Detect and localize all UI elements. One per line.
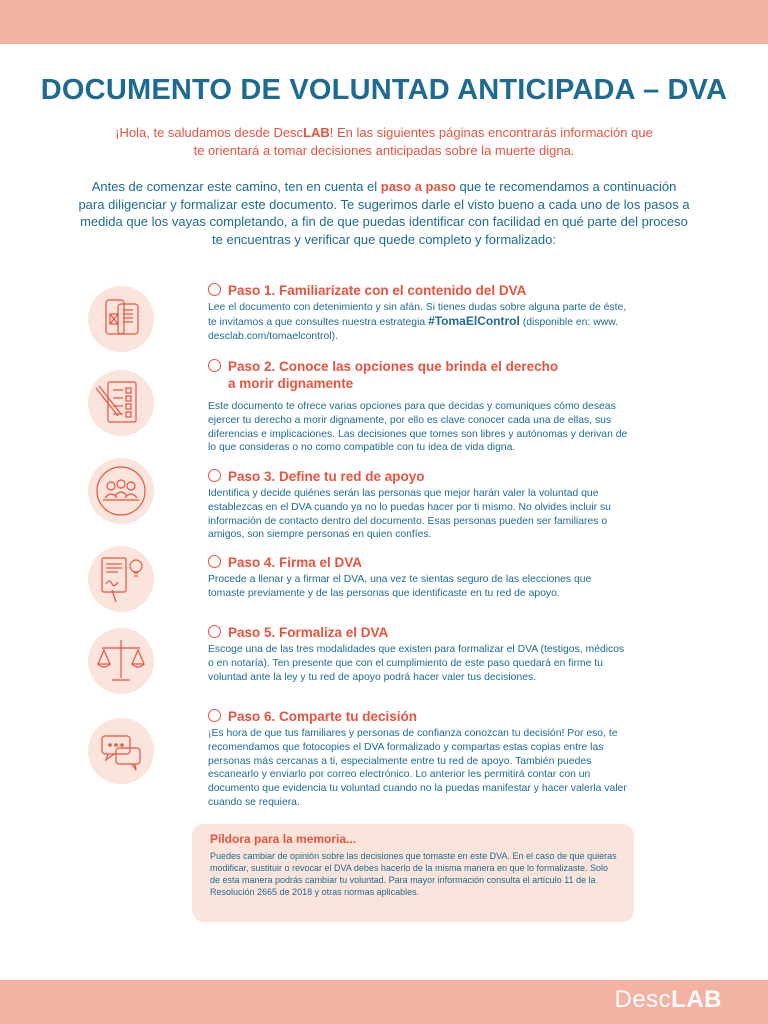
step-5: [208, 624, 628, 684]
step-3-title: Paso 3. Define tu red de apoyo: [228, 469, 425, 484]
step-5-title: Paso 5. Formaliza el DVA: [228, 625, 389, 640]
step-5-text: Escoge una de las tres modalidades que existen para formalizar el DVA (testigos, médicos o en notaría). Ten presente que con el cumplimiento de este paso quedará en firme tu voluntad ante la ley y tu red de apoyo podrá hacer valer tus decisiones.: [208, 644, 625, 683]
step-2-title: Paso 2. Conoce las opciones que brinda el derecho a morir dignamente: [228, 359, 559, 391]
step-1: [208, 282, 628, 343]
step-4-title: Paso 4. Firma el DVA: [228, 555, 363, 570]
step-3-checkbox[interactable]: [208, 469, 221, 482]
step-3-text: Identifica y decide quiénes serán las personas que mejor harán valer la voluntad que establezcas en el DVA cuando ya no lo puedas hacer por ti mismo. No olvides incluir su información de contacto dentro del documento. Esas personas pueden ser familiares o amigos, son siempre personas en quien confíes.: [208, 488, 611, 541]
step-6-title: Paso 6. Comparte tu decisión: [228, 709, 418, 724]
people-icon: [88, 458, 154, 524]
intro-text: Antes de comenzar este camino, ten en cuenta el paso a paso que te recomendamos a continuación para diligenciar y formalizar este documento. Te sugerimos darle el visto bueno a cada uno de los pasos a medida que los vayas completando, a fin de que puedas identificar con facilidad en qué parte del proceso te encuentras y verificar que quede completo y formalizado:: [78, 179, 690, 247]
memory-note-text: Puedes cambiar de opinión sobre las decisiones que tomaste en este DVA. En el caso de que quieras modificar, sustituir o revocar el DVA debes hacerlo de la misma manera en que lo formalizaste. Solo de esta manera podrás cambiar tu voluntad. Para mayor información consulta el artículo 11 de la Resolución 2665 de 2018 y otras normas aplicables.: [210, 851, 617, 897]
memory-note-title: Píldora para la memoria...: [210, 832, 357, 846]
step-1-title: Paso 1. Familiarízate con el contenido del DVA: [228, 283, 527, 298]
step-2: [208, 358, 628, 455]
top-band: [0, 0, 768, 44]
desclab-logo: DescLAB: [614, 986, 722, 1013]
step-4-checkbox[interactable]: [208, 555, 221, 568]
step-6-checkbox[interactable]: [208, 709, 221, 722]
sign-document-icon: [88, 546, 154, 612]
step-4: [208, 554, 628, 601]
chat-bubbles-icon: [88, 718, 154, 784]
step-2-checkbox[interactable]: [208, 359, 221, 372]
step-5-checkbox[interactable]: [208, 625, 221, 638]
page-title: DOCUMENTO DE VOLUNTAD ANTICIPADA – DVA: [40, 74, 728, 106]
greeting-text: ¡Hola, te saludamos desde DescLAB! En las siguientes páginas encontrarás información que te orientará a tomar decisiones anticipadas sobre la muerte digna.: [115, 125, 653, 158]
step-2-text: Este documento te ofrece varias opciones para que decidas y comuniques cómo deseas ejercer tu derecho a morir dignamente, por ello es clave conocer cada una de ellas, sus diferencias e implicaciones. Las decisiones que tomes son libres y autónomas y derivan de lo que consideras o no como compatible con tu idea de vida digna.: [208, 401, 628, 454]
step-1-text: Lee el documento con detenimiento y sin afán. Si tienes dudas sobre alguna parte de éste, te invitamos a que consultes nuestra estrategia #TomaElControl (disponible en: www. desclab.com/tomaelcontrol).: [208, 302, 627, 342]
step-6: [208, 708, 628, 810]
phone-tablet-icon: [88, 286, 154, 352]
memory-note: [192, 824, 634, 922]
step-1-checkbox[interactable]: [208, 283, 221, 296]
scales-icon: [88, 628, 154, 694]
step-4-text: Procede a llenar y a firmar el DVA, una vez te sientas seguro de las elecciones que tomaste previamente y de las personas que identificaste en tu red de apoyo.: [208, 574, 592, 599]
step-3: [208, 468, 628, 542]
step-6-text: ¡Es hora de que tus familiares y personas de confianza conozcan tu decisión! Por eso, te recomendamos que fotocopies el DVA formalizado y compartas estas copias entre las personas más cercanas a ti, especialmente entre tu red de apoyo. También puedes escanearlo y enviarlo por correo electrónico. Lo anterior les permitirá contar con un documento que evidencia tu voluntad cuando no la puedas manifestar y hacer valerla valer cuando se requiera.: [208, 728, 627, 808]
checklist-icon: [88, 370, 154, 436]
